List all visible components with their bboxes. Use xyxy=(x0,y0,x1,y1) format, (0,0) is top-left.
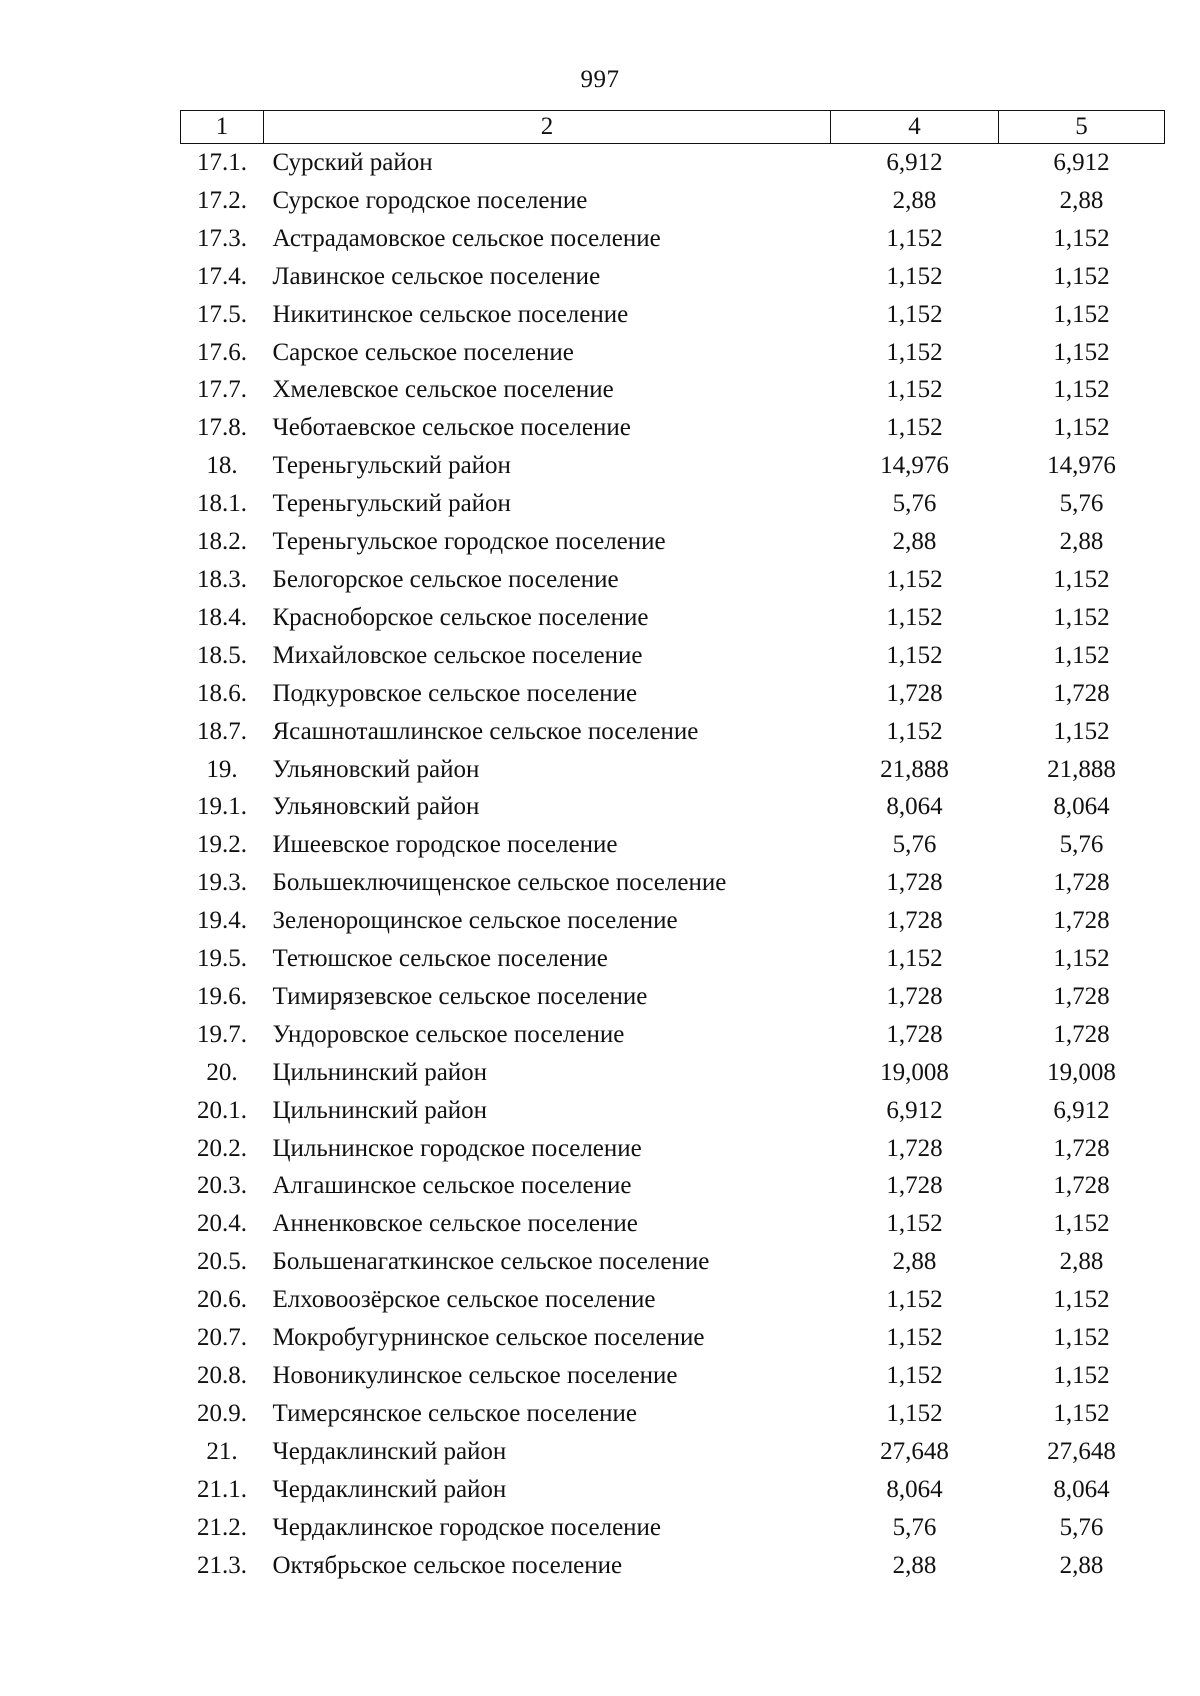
row-value-col5: 1,728 xyxy=(1053,1172,1110,1200)
row-name: Цильнинский район xyxy=(272,1058,488,1086)
row-number: 21. xyxy=(206,1437,238,1465)
page-number: 997 xyxy=(580,66,620,93)
row-value-col5: 2,88 xyxy=(1059,186,1104,214)
row-value-col4: 1,152 xyxy=(886,262,943,290)
row-name: Тимерсянское сельское поселение xyxy=(272,1399,637,1427)
row-name: Тереньгульский район xyxy=(272,452,511,480)
header-col-4: 4 xyxy=(831,111,999,144)
row-value-col5: 6,912 xyxy=(1053,149,1110,176)
row-name: Ульяновский район xyxy=(272,793,480,821)
table-row xyxy=(181,1167,1165,1205)
row-value-col4: 1,152 xyxy=(886,1399,943,1427)
row-number: 17.4. xyxy=(197,262,247,290)
row-number: 18.7. xyxy=(197,717,247,745)
row-value-col5: 1,152 xyxy=(1053,262,1110,290)
row-value-col4: 2,88 xyxy=(892,528,937,556)
row-value-col4: 2,88 xyxy=(892,186,937,214)
table-row xyxy=(181,1054,1165,1092)
table-row xyxy=(181,713,1165,751)
table-row xyxy=(181,1281,1165,1319)
row-value-col4: 1,728 xyxy=(886,679,943,707)
row-number: 17.1. xyxy=(197,149,247,176)
row-value-col5: 1,728 xyxy=(1053,679,1110,707)
table-row xyxy=(181,1243,1165,1281)
row-name: Ишеевское городское поселение xyxy=(272,831,618,859)
table-row xyxy=(181,1509,1165,1547)
row-number: 18.5. xyxy=(197,641,247,669)
row-value-col5: 1,152 xyxy=(1053,1362,1110,1389)
row-number: 21.3. xyxy=(197,1551,247,1579)
table-row xyxy=(181,940,1165,978)
row-name: Лавинское сельское поселение xyxy=(272,262,601,290)
row-number: 19. xyxy=(206,755,238,783)
row-value-col5: 21,888 xyxy=(1047,755,1116,783)
row-name: Ясашноташлинское сельское поселение xyxy=(272,717,699,745)
row-value-col5: 1,152 xyxy=(1053,338,1110,366)
row-number: 19.4. xyxy=(197,907,247,935)
row-name: Чердаклинский район xyxy=(272,1475,507,1503)
row-value-col5: 1,728 xyxy=(1053,982,1110,1010)
row-name: Подкуровское сельское поселение xyxy=(272,679,638,707)
row-value-col5: 2,88 xyxy=(1059,1248,1104,1276)
row-value-col5: 1,152 xyxy=(1053,1399,1110,1427)
header-col-1: 1 xyxy=(181,111,264,144)
table-row xyxy=(181,1092,1165,1130)
table-row xyxy=(181,1319,1165,1357)
row-name: Чеботаевское сельское поселение xyxy=(272,414,631,442)
row-name: Сурский район xyxy=(272,149,433,176)
table-row xyxy=(181,258,1165,296)
row-value-col5: 19,008 xyxy=(1047,1058,1116,1086)
row-number: 21.1. xyxy=(197,1475,247,1503)
row-value-col5: 1,152 xyxy=(1053,376,1110,404)
row-value-col4: 1,152 xyxy=(886,717,943,745)
row-value-col4: 1,728 xyxy=(886,907,943,935)
row-name: Белогорское сельское поселение xyxy=(272,565,619,593)
row-name: Алгашинское сельское поселение xyxy=(272,1172,632,1200)
row-value-col4: 1,728 xyxy=(886,1134,943,1162)
table-row xyxy=(181,788,1165,826)
table-row xyxy=(181,902,1165,940)
row-name: Елховоозёрское сельское поселение xyxy=(272,1286,656,1314)
row-value-col5: 5,76 xyxy=(1059,1513,1104,1541)
row-value-col4: 6,912 xyxy=(886,1096,943,1124)
row-name: Новоникулинское сельское поселение xyxy=(272,1362,678,1389)
row-value-col5: 1,728 xyxy=(1053,1134,1110,1162)
row-value-col4: 1,152 xyxy=(886,641,943,669)
row-number: 17.7. xyxy=(197,376,247,404)
row-number: 18.1. xyxy=(197,490,247,518)
table-body xyxy=(181,144,1165,1585)
row-value-col4: 1,152 xyxy=(886,376,943,404)
row-value-col5: 5,76 xyxy=(1059,490,1104,518)
row-value-col5: 14,976 xyxy=(1047,452,1116,480)
row-name: Чердаклинское городское поселение xyxy=(272,1513,662,1541)
allocation-table xyxy=(180,110,1165,1584)
row-value-col5: 1,152 xyxy=(1053,945,1110,973)
row-value-col4: 14,976 xyxy=(880,452,949,480)
row-value-col4: 1,152 xyxy=(886,565,943,593)
row-number: 20.9. xyxy=(197,1399,247,1427)
row-value-col4: 6,912 xyxy=(886,149,943,176)
row-name: Тереньгульский район xyxy=(272,490,511,518)
row-name: Цильнинский район xyxy=(272,1096,488,1124)
table-row xyxy=(181,599,1165,637)
row-number: 20.1. xyxy=(197,1096,247,1124)
row-number: 19.5. xyxy=(197,945,247,973)
row-value-col4: 1,152 xyxy=(886,1286,943,1314)
table-row xyxy=(181,826,1165,864)
row-number: 20.8. xyxy=(197,1362,247,1389)
table-row xyxy=(181,637,1165,675)
row-value-col4: 1,728 xyxy=(886,869,943,897)
table-row xyxy=(181,371,1165,409)
row-value-col5: 1,152 xyxy=(1053,1286,1110,1314)
row-name: Тереньгульское городское поселение xyxy=(272,528,666,556)
row-name: Ундоровское сельское поселение xyxy=(272,1020,625,1048)
row-value-col4: 27,648 xyxy=(880,1437,949,1465)
row-number: 20.2. xyxy=(197,1134,247,1162)
row-number: 20.7. xyxy=(197,1324,247,1352)
row-number: 17.5. xyxy=(197,300,247,328)
row-number: 20.3. xyxy=(197,1172,247,1200)
row-value-col5: 1,152 xyxy=(1053,641,1110,669)
row-value-col4: 2,88 xyxy=(892,1248,937,1276)
header-row xyxy=(181,111,1165,144)
row-name: Сурское городское поселение xyxy=(272,186,588,214)
row-value-col5: 27,648 xyxy=(1047,1437,1116,1465)
row-value-col4: 1,152 xyxy=(886,1210,943,1238)
row-value-col5: 1,152 xyxy=(1053,1324,1110,1352)
row-number: 20. xyxy=(206,1058,238,1086)
row-number: 20.6. xyxy=(197,1286,247,1314)
table-row xyxy=(181,182,1165,220)
table-row xyxy=(181,751,1165,789)
row-name: Ульяновский район xyxy=(272,755,480,783)
table-row xyxy=(181,1016,1165,1054)
row-value-col4: 5,76 xyxy=(892,831,937,859)
row-value-col5: 1,152 xyxy=(1053,565,1110,593)
row-name: Никитинское сельское поселение xyxy=(272,300,629,328)
row-value-col5: 1,728 xyxy=(1053,907,1110,935)
row-value-col5: 1,152 xyxy=(1053,224,1110,252)
row-value-col4: 19,008 xyxy=(880,1058,949,1086)
row-name: Тимирязевское сельское поселение xyxy=(272,982,648,1010)
row-name: Сарское сельское поселение xyxy=(272,338,574,366)
row-value-col5: 1,152 xyxy=(1053,1210,1110,1238)
row-value-col5: 1,728 xyxy=(1053,1020,1110,1048)
row-value-col5: 1,152 xyxy=(1053,300,1110,328)
row-name: Чердаклинский район xyxy=(272,1437,507,1465)
row-name: Анненковское сельское поселение xyxy=(272,1210,638,1238)
row-number: 18.6. xyxy=(197,679,247,707)
row-number: 18. xyxy=(206,452,238,480)
table-row xyxy=(181,675,1165,713)
table-row xyxy=(181,978,1165,1016)
table-row xyxy=(181,296,1165,334)
row-value-col4: 1,728 xyxy=(886,1020,943,1048)
row-number: 21.2. xyxy=(197,1513,247,1541)
row-number: 20.4. xyxy=(197,1210,247,1238)
row-name: Октябрьское сельское поселение xyxy=(272,1551,623,1579)
table-row xyxy=(181,523,1165,561)
row-value-col5: 8,064 xyxy=(1053,793,1110,821)
row-value-col4: 8,064 xyxy=(886,793,943,821)
table-row xyxy=(181,1471,1165,1509)
row-number: 17.8. xyxy=(197,414,247,442)
row-name: Астрадамовское сельское поселение xyxy=(272,224,661,252)
row-value-col4: 1,152 xyxy=(886,224,943,252)
row-name: Зеленорощинское сельское поселение xyxy=(272,907,678,935)
table-row xyxy=(181,1395,1165,1433)
row-value-col4: 1,152 xyxy=(886,603,943,631)
table-row xyxy=(181,561,1165,599)
row-value-col5: 2,88 xyxy=(1059,1551,1104,1579)
row-value-col5: 2,88 xyxy=(1059,528,1104,556)
row-number: 19.7. xyxy=(197,1020,247,1048)
row-name: Тетюшское сельское поселение xyxy=(272,945,608,973)
header-col-2: 2 xyxy=(264,111,831,144)
row-number: 19.3. xyxy=(197,869,247,897)
row-value-col4: 5,76 xyxy=(892,1513,937,1541)
row-number: 18.4. xyxy=(197,603,247,631)
row-value-col5: 1,152 xyxy=(1053,414,1110,442)
table-header xyxy=(181,111,1165,144)
row-name: Цильнинское городское поселение xyxy=(272,1134,642,1162)
header-col-5: 5 xyxy=(999,111,1165,144)
table-row xyxy=(181,1130,1165,1168)
row-name: Хмелевское сельское поселение xyxy=(272,376,614,404)
row-value-col4: 1,152 xyxy=(886,338,943,366)
table-row xyxy=(181,1433,1165,1471)
row-value-col4: 8,064 xyxy=(886,1475,943,1503)
row-number: 19.1. xyxy=(197,793,247,821)
row-number: 19.6. xyxy=(197,982,247,1010)
table-row xyxy=(181,447,1165,485)
row-number: 20.5. xyxy=(197,1248,247,1276)
table-row xyxy=(181,1205,1165,1243)
row-value-col4: 5,76 xyxy=(892,490,937,518)
row-value-col4: 1,152 xyxy=(886,945,943,973)
table-row xyxy=(181,864,1165,902)
row-name: Большенагаткинское сельское поселение xyxy=(272,1248,710,1276)
table-row xyxy=(181,1547,1165,1585)
row-value-col4: 1,728 xyxy=(886,1172,943,1200)
row-value-col4: 21,888 xyxy=(880,755,949,783)
row-number: 17.2. xyxy=(197,186,247,214)
table-row xyxy=(181,485,1165,523)
row-name: Красноборское сельское поселение xyxy=(272,603,649,631)
row-number: 17.3. xyxy=(197,224,247,252)
row-number: 18.2. xyxy=(197,528,247,556)
row-value-col4: 2,88 xyxy=(892,1551,937,1579)
row-value-col5: 1,152 xyxy=(1053,603,1110,631)
row-value-col4: 1,152 xyxy=(886,414,943,442)
row-number: 17.6. xyxy=(197,338,247,366)
row-value-col5: 1,728 xyxy=(1053,869,1110,897)
table-row xyxy=(181,220,1165,258)
row-value-col5: 1,152 xyxy=(1053,717,1110,745)
row-value-col4: 1,152 xyxy=(886,300,943,328)
row-value-col4: 1,728 xyxy=(886,982,943,1010)
row-number: 19.2. xyxy=(197,831,247,859)
row-value-col5: 6,912 xyxy=(1053,1096,1110,1124)
row-value-col4: 1,152 xyxy=(886,1362,943,1389)
row-value-col5: 5,76 xyxy=(1059,831,1104,859)
row-name: Большеключищенское сельское поселение xyxy=(272,869,727,897)
row-number: 18.3. xyxy=(197,565,247,593)
row-value-col5: 8,064 xyxy=(1053,1475,1110,1503)
row-name: Михайловское сельское поселение xyxy=(272,641,643,669)
table-row xyxy=(181,144,1165,182)
table-row xyxy=(181,409,1165,447)
table-row xyxy=(181,334,1165,372)
row-name: Мокробугурнинское сельское поселение xyxy=(272,1324,705,1352)
row-value-col4: 1,152 xyxy=(886,1324,943,1352)
table-row xyxy=(181,1357,1165,1395)
